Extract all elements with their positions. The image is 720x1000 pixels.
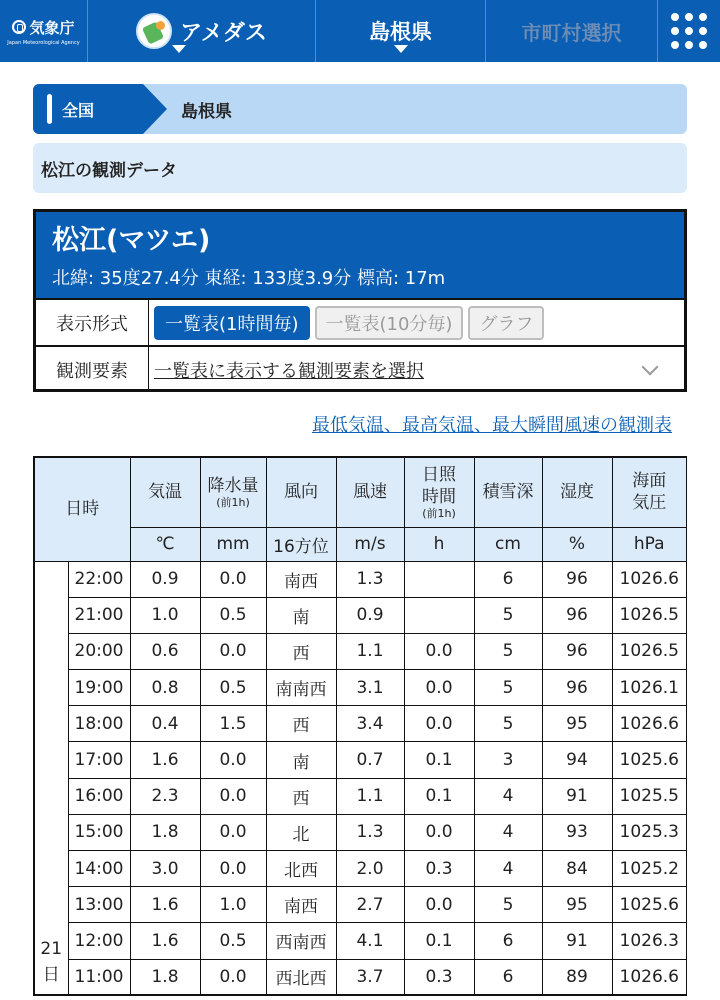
table-cell: 1.6: [130, 887, 200, 923]
table-row: [34, 923, 687, 959]
table-cell: 4: [474, 778, 542, 814]
jma-logo[interactable]: [0, 0, 88, 62]
table-row: [34, 814, 687, 850]
table-cell: 1025.5: [612, 778, 687, 814]
table-cell: 0.3: [404, 959, 474, 995]
grid-menu-icon: [671, 13, 707, 49]
table-cell: 0.0: [200, 814, 266, 850]
table-cell: 5: [474, 633, 542, 669]
table-cell: 1.5: [200, 706, 266, 742]
header-sunshine: 日照 時間 (前1h): [404, 457, 474, 527]
table-cell: 0.1: [404, 923, 474, 959]
table-row: [34, 851, 687, 887]
table-cell: 西南西: [266, 923, 336, 959]
header-pressure: 海面 気圧: [612, 457, 687, 527]
amedas-title: アメダス: [180, 20, 267, 46]
table-cell: 5: [474, 670, 542, 706]
table-cell: 19:00: [68, 670, 130, 706]
unit-snow-depth: cm: [474, 527, 542, 561]
breadcrumb-root-link[interactable]: 全国: [33, 84, 143, 134]
day-cell: 21 日: [34, 561, 68, 995]
logo-text: 気象庁: [29, 18, 75, 37]
table-row: [34, 706, 687, 742]
table-cell: 5: [474, 706, 542, 742]
table-cell: 0.7: [336, 742, 404, 778]
table-cell: 0.0: [200, 561, 266, 597]
table-cell: 21:00: [68, 597, 130, 633]
table-cell: 南西: [266, 561, 336, 597]
table-cell: 96: [542, 597, 612, 633]
table-cell: 0.0: [200, 959, 266, 995]
table-cell: 11:00: [68, 959, 130, 995]
table-cell: 3: [474, 742, 542, 778]
table-cell: 1.8: [130, 814, 200, 850]
table-cell: 0.0: [200, 851, 266, 887]
table-cell: [404, 597, 474, 633]
table-cell: 西北西: [266, 959, 336, 995]
table-cell: 北西: [266, 851, 336, 887]
table-cell: 5: [474, 597, 542, 633]
unit-temperature: ℃: [130, 527, 200, 561]
logo-subtext: Japan Meteorological Agency: [7, 39, 80, 46]
table-cell: 1.1: [336, 633, 404, 669]
table-cell: 1025.2: [612, 851, 687, 887]
station-header: [36, 212, 684, 298]
caret-down-icon: [394, 45, 408, 53]
header-wind-speed: 風速: [336, 457, 404, 527]
table-cell: 1.0: [130, 597, 200, 633]
table-cell: 4: [474, 851, 542, 887]
table-cell: 0.1: [404, 778, 474, 814]
unit-sunshine: h: [404, 527, 474, 561]
table-cell: 4.1: [336, 923, 404, 959]
display-format-row: [36, 298, 684, 345]
city-select-button[interactable]: [486, 0, 658, 62]
table-cell: 1026.5: [612, 633, 687, 669]
tab-10min-table[interactable]: 一覧表(10分毎): [315, 306, 464, 340]
header-wind-direction: 風向: [266, 457, 336, 527]
table-cell: 0.0: [404, 814, 474, 850]
table-cell: 0.0: [404, 670, 474, 706]
page-title: 松江の観測データ: [33, 143, 687, 193]
table-cell: 93: [542, 814, 612, 850]
observation-rows: [34, 561, 687, 995]
table-cell: 0.4: [130, 706, 200, 742]
header-temperature: 気温: [130, 457, 200, 527]
table-cell: 0.0: [404, 887, 474, 923]
breadcrumb: [33, 84, 687, 134]
table-cell: 0.5: [200, 670, 266, 706]
table-cell: 1.8: [130, 959, 200, 995]
station-coordinates: 北緯: 35度27.4分 東経: 133度3.9分 標高: 17m: [52, 268, 446, 289]
observation-table-container: [33, 456, 687, 1000]
prefecture-label: 島根県: [369, 20, 432, 44]
table-cell: 15:00: [68, 814, 130, 850]
table-cell: 1026.6: [612, 959, 687, 995]
element-select-row: [36, 345, 684, 392]
table-cell: 南西: [266, 887, 336, 923]
table-cell: 3.0: [130, 851, 200, 887]
city-select-label: 市町村選択: [521, 20, 622, 45]
table-cell: 3.1: [336, 670, 404, 706]
table-cell: [404, 561, 474, 597]
chevron-down-icon: [642, 359, 659, 376]
display-format-label: 表示形式: [36, 300, 149, 345]
table-cell: 91: [542, 923, 612, 959]
table-cell: 1026.6: [612, 561, 687, 597]
extremes-table-link[interactable]: 最低気温、最高気温、最大瞬間風速の観測表: [312, 415, 672, 436]
table-cell: 1.1: [336, 778, 404, 814]
table-cell: 南: [266, 597, 336, 633]
table-cell: 0.3: [404, 851, 474, 887]
top-nav-bar: [0, 0, 720, 62]
table-cell: 0.0: [200, 778, 266, 814]
table-cell: 西: [266, 778, 336, 814]
header-snow-depth: 積雪深: [474, 457, 542, 527]
table-row: [34, 959, 687, 995]
table-cell: 0.5: [200, 597, 266, 633]
table-cell: 91: [542, 778, 612, 814]
table-cell: 95: [542, 887, 612, 923]
table-cell: 22:00: [68, 561, 130, 597]
tab-hourly-table[interactable]: 一覧表(1時間毎): [154, 306, 310, 340]
header-datetime: 日時: [34, 457, 130, 561]
table-cell: 0.0: [404, 706, 474, 742]
table-cell: 1.3: [336, 814, 404, 850]
table-cell: 2.7: [336, 887, 404, 923]
table-cell: 96: [542, 561, 612, 597]
table-cell: 0.5: [200, 923, 266, 959]
table-row: [34, 887, 687, 923]
table-cell: 6: [474, 923, 542, 959]
table-cell: 南: [266, 742, 336, 778]
header-humidity: 湿度: [542, 457, 612, 527]
table-cell: 12:00: [68, 923, 130, 959]
table-cell: 1025.6: [612, 742, 687, 778]
grid-menu-button[interactable]: [658, 0, 720, 62]
unit-wind-direction: 16方位: [266, 527, 336, 561]
table-cell: 3.4: [336, 706, 404, 742]
table-row: [34, 742, 687, 778]
table-row: [34, 670, 687, 706]
header-precipitation: 降水量 (前1h): [200, 457, 266, 527]
table-cell: 0.0: [200, 633, 266, 669]
table-cell: 西: [266, 706, 336, 742]
table-cell: 94: [542, 742, 612, 778]
amedas-map-icon: [136, 13, 172, 49]
table-cell: 1025.6: [612, 887, 687, 923]
table-cell: 96: [542, 670, 612, 706]
table-cell: 1026.1: [612, 670, 687, 706]
table-cell: 1.6: [130, 742, 200, 778]
table-row: [34, 633, 687, 669]
table-cell: 84: [542, 851, 612, 887]
table-cell: 4: [474, 814, 542, 850]
caret-down-icon: [172, 45, 186, 53]
table-row: [34, 597, 687, 633]
prefecture-select-button[interactable]: [316, 0, 486, 62]
unit-pressure: hPa: [612, 527, 687, 561]
jma-logo-icon: [12, 20, 26, 34]
table-cell: 1026.3: [612, 923, 687, 959]
table-cell: 2.3: [130, 778, 200, 814]
table-cell: 95: [542, 706, 612, 742]
table-cell: 0.6: [130, 633, 200, 669]
table-cell: 1026.6: [612, 706, 687, 742]
table-cell: 14:00: [68, 851, 130, 887]
unit-wind-speed: m/s: [336, 527, 404, 561]
table-cell: 20:00: [68, 633, 130, 669]
table-cell: 17:00: [68, 742, 130, 778]
table-cell: 1026.5: [612, 597, 687, 633]
table-cell: 0.9: [336, 597, 404, 633]
table-cell: 18:00: [68, 706, 130, 742]
table-cell: 1.0: [200, 887, 266, 923]
element-select-text: 一覧表に表示する観測要素を選択: [154, 360, 424, 382]
station-name: 松江(マツエ): [52, 225, 211, 256]
element-label: 観測要素: [36, 347, 149, 392]
table-cell: 3.7: [336, 959, 404, 995]
table-cell: 0.9: [130, 561, 200, 597]
unit-humidity: %: [542, 527, 612, 561]
table-cell: 1025.3: [612, 814, 687, 850]
element-select-dropdown[interactable]: [149, 347, 684, 392]
table-cell: 89: [542, 959, 612, 995]
unit-precipitation: mm: [200, 527, 266, 561]
observation-table: [33, 456, 687, 996]
table-row: [34, 561, 687, 597]
tab-graph[interactable]: グラフ: [468, 306, 544, 340]
table-cell: 0.0: [200, 742, 266, 778]
table-cell: 0.8: [130, 670, 200, 706]
table-cell: 1.3: [336, 561, 404, 597]
table-cell: 0.1: [404, 742, 474, 778]
table-cell: 西: [266, 633, 336, 669]
table-row: [34, 778, 687, 814]
amedas-menu-button[interactable]: [88, 0, 316, 62]
table-cell: 13:00: [68, 887, 130, 923]
table-cell: 2.0: [336, 851, 404, 887]
table-cell: 6: [474, 561, 542, 597]
table-cell: 6: [474, 959, 542, 995]
station-panel: [33, 209, 687, 392]
table-cell: 1.6: [130, 923, 200, 959]
table-cell: 96: [542, 633, 612, 669]
table-cell: 北: [266, 814, 336, 850]
breadcrumb-current: 島根県: [181, 101, 232, 122]
breadcrumb-arrow-icon: [143, 84, 167, 134]
table-cell: 0.0: [404, 633, 474, 669]
table-cell: 5: [474, 887, 542, 923]
table-cell: 南南西: [266, 670, 336, 706]
table-cell: 16:00: [68, 778, 130, 814]
